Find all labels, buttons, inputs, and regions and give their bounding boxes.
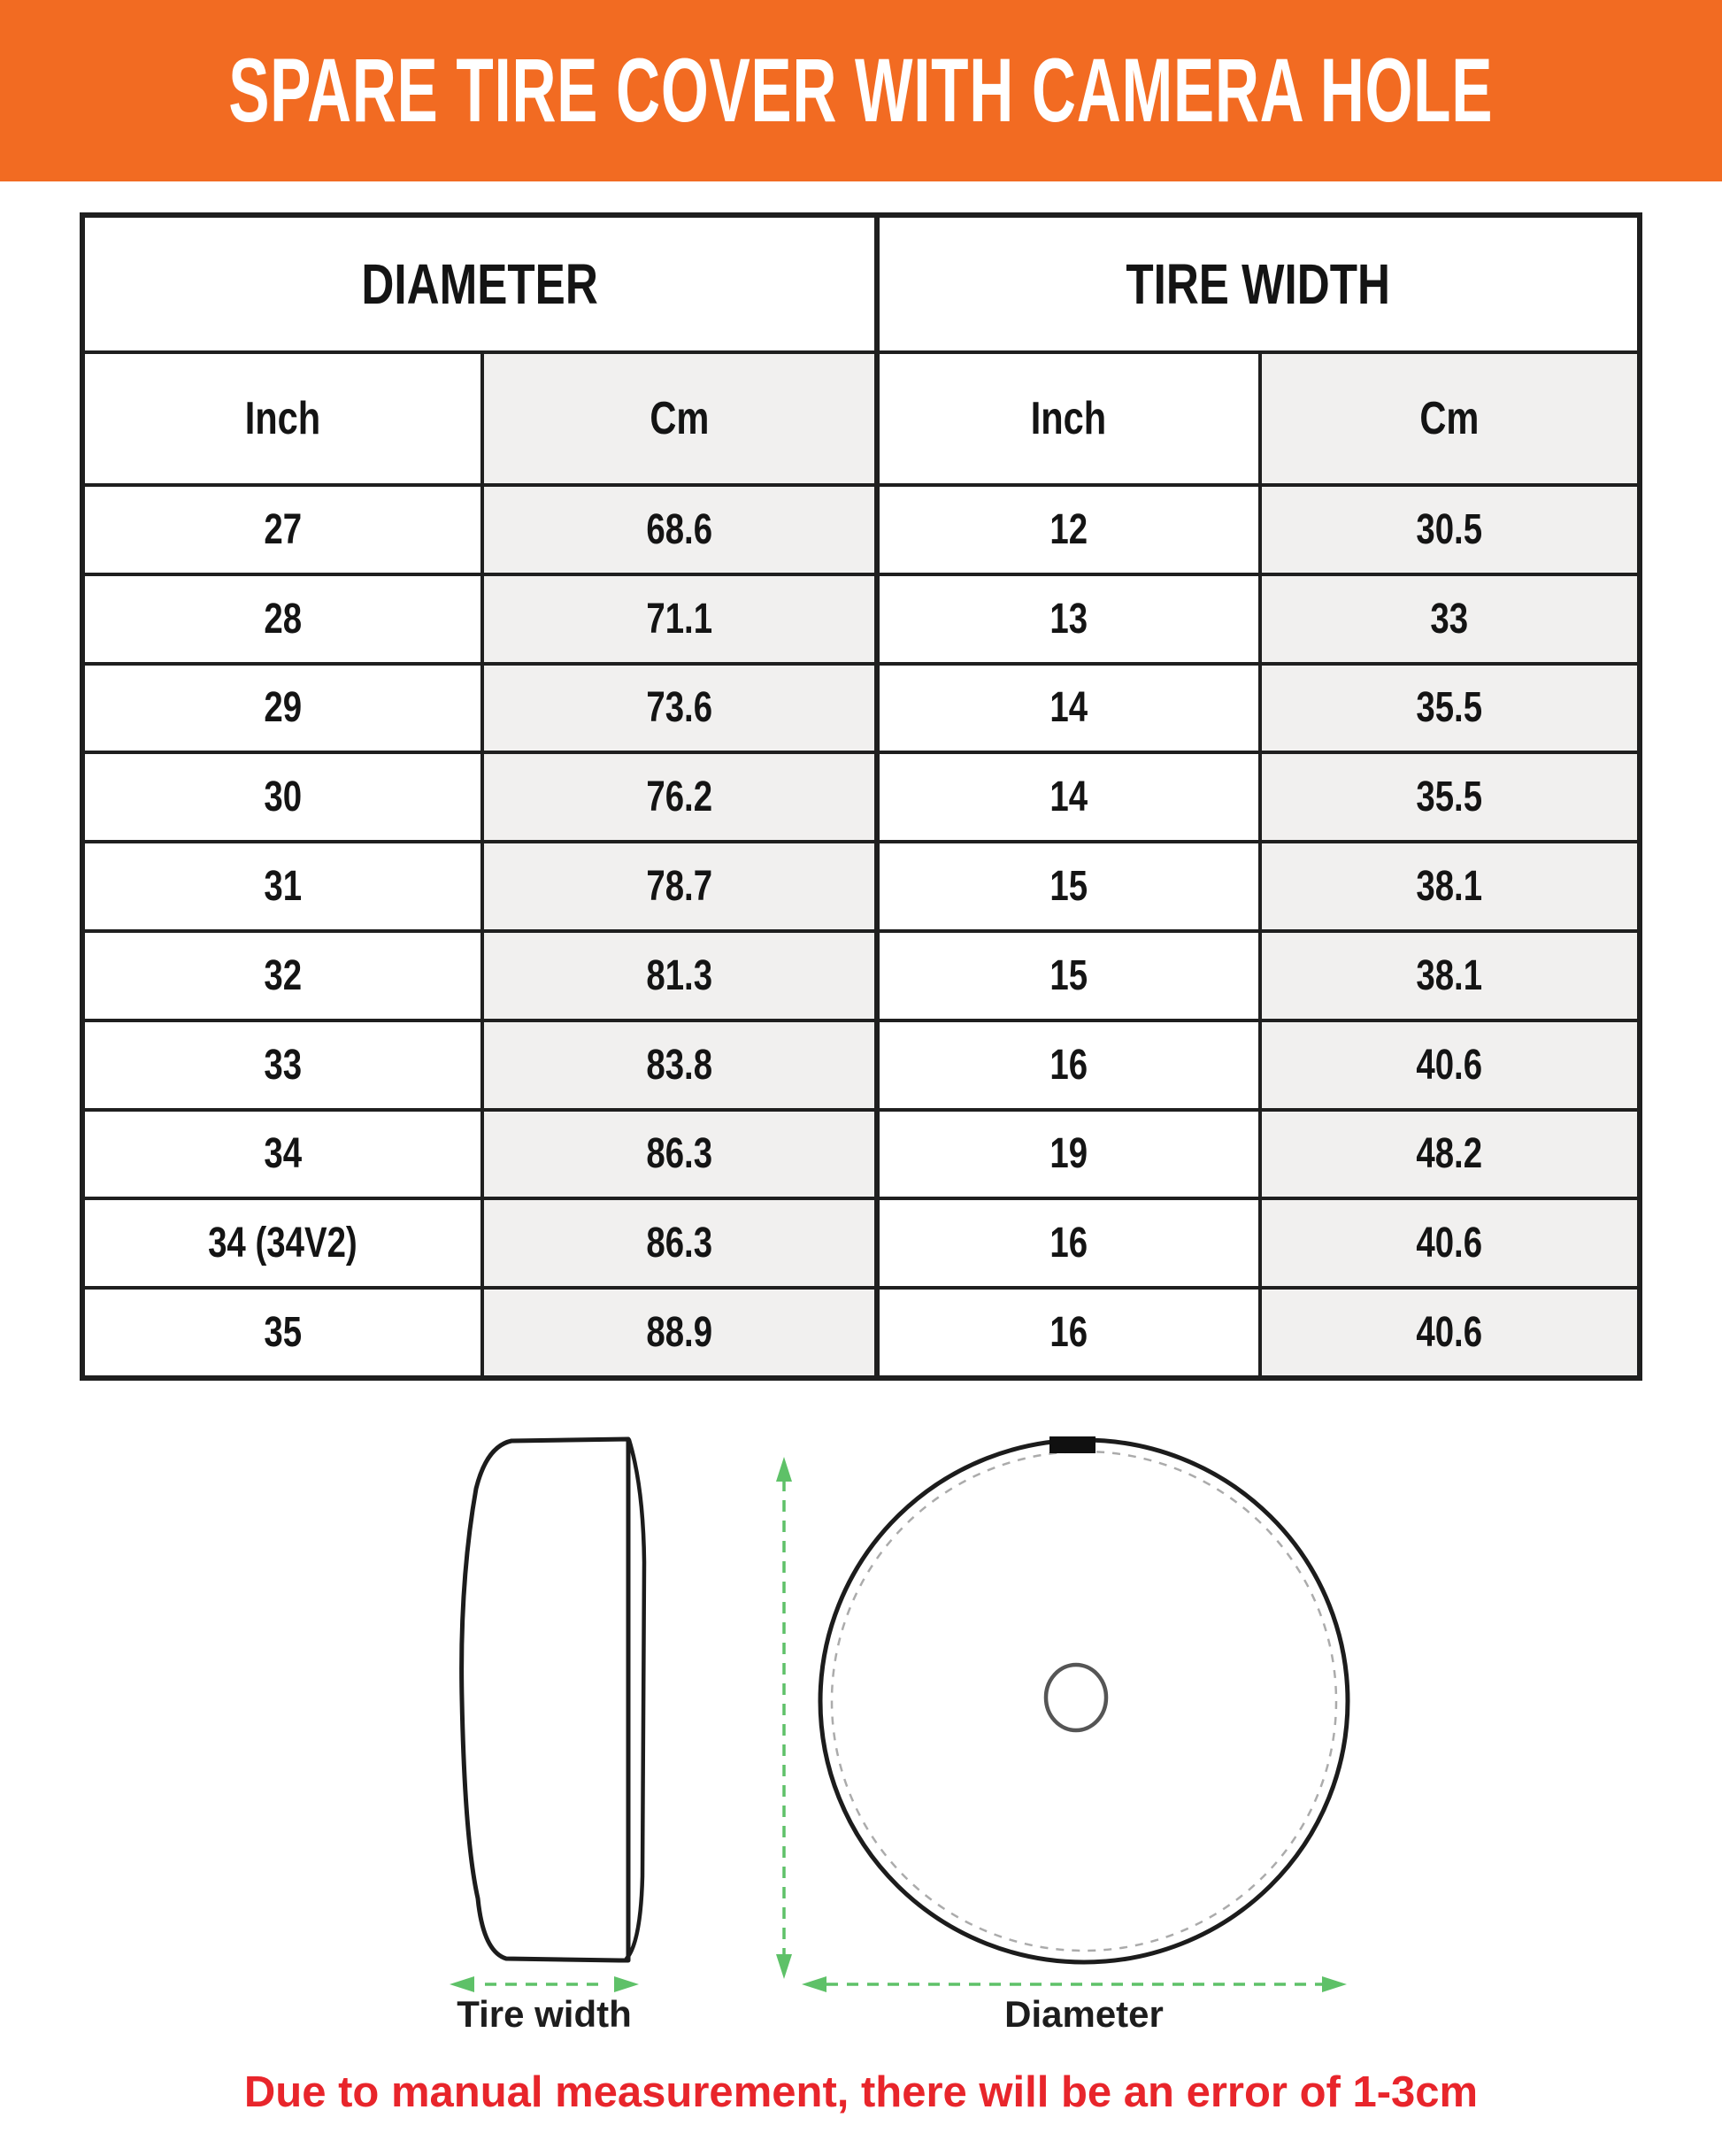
diameter-inch-cell: 27 xyxy=(82,485,482,574)
diameter-inch-cell: 34 (34V2) xyxy=(82,1198,482,1288)
diameter-inch-cell: 33 xyxy=(82,1020,482,1110)
tirewidth-inch-cell: 13 xyxy=(877,574,1260,664)
tirewidth-cm-cell: 33 xyxy=(1260,574,1640,664)
tirewidth-inch-header: Inch xyxy=(877,352,1260,485)
diagram-canvas xyxy=(0,1407,1722,2053)
table-row xyxy=(82,664,1640,753)
diameter-cm-cell: 68.6 xyxy=(482,485,876,574)
diameter-inch-cell: 30 xyxy=(82,752,482,842)
table-row xyxy=(82,1020,1640,1110)
diameter-inch-cell: 35 xyxy=(82,1288,482,1378)
size-table xyxy=(80,212,1642,1381)
diameter-cm-cell: 83.8 xyxy=(482,1020,876,1110)
table-row xyxy=(82,1198,1640,1288)
diameter-inch-cell: 29 xyxy=(82,664,482,753)
tirewidth-inch-cell: 16 xyxy=(877,1198,1260,1288)
tirewidth-cm-cell: 38.1 xyxy=(1260,842,1640,931)
diameter-inch-cell: 28 xyxy=(82,574,482,664)
table-row xyxy=(82,752,1640,842)
tire-width-arrow xyxy=(450,1976,639,1992)
diameter-cm-cell: 71.1 xyxy=(482,574,876,664)
tirewidth-inch-cell: 16 xyxy=(877,1288,1260,1378)
tirewidth-inch-cell: 14 xyxy=(877,664,1260,753)
diameter-cm-header: Cm xyxy=(482,352,876,485)
tirewidth-inch-cell: 14 xyxy=(877,752,1260,842)
tirewidth-cm-cell: 48.2 xyxy=(1260,1110,1640,1199)
diameter-label: Diameter xyxy=(1004,1993,1164,2035)
tirewidth-cm-cell: 35.5 xyxy=(1260,664,1640,753)
table-row xyxy=(82,1110,1640,1199)
table-row xyxy=(82,931,1640,1020)
table-row xyxy=(82,485,1640,574)
diameter-cm-cell: 86.3 xyxy=(482,1110,876,1199)
tire-side-outline xyxy=(462,1439,628,1960)
tirewidth-inch-cell: 12 xyxy=(877,485,1260,574)
tire-width-label: Tire width xyxy=(457,1993,632,2035)
sub-header-row xyxy=(82,352,1640,485)
page-title: SPARE TIRE COVER WITH CAMERA HOLE xyxy=(228,40,1494,141)
tirewidth-cm-cell: 35.5 xyxy=(1260,752,1640,842)
diameter-cm-cell: 73.6 xyxy=(482,664,876,753)
group-header-row xyxy=(82,215,1640,352)
top-marker xyxy=(1049,1436,1095,1453)
tirewidth-cm-cell: 38.1 xyxy=(1260,931,1640,1020)
tirewidth-inch-cell: 15 xyxy=(877,842,1260,931)
table-row xyxy=(82,842,1640,931)
diameter-inch-cell: 31 xyxy=(82,842,482,931)
tirewidth-cm-cell: 30.5 xyxy=(1260,485,1640,574)
banner xyxy=(0,0,1722,181)
size-diagram xyxy=(0,1407,1722,2053)
table-row xyxy=(82,574,1640,664)
tire-side-view xyxy=(462,1439,644,1960)
tire-front-view xyxy=(820,1436,1348,1962)
diameter-inch-cell: 34 xyxy=(82,1110,482,1199)
diameter-cm-cell: 76.2 xyxy=(482,752,876,842)
tire-width-group-header: TIRE WIDTH xyxy=(877,215,1640,352)
diameter-arrow xyxy=(802,1976,1347,1992)
table-row xyxy=(82,1288,1640,1378)
diameter-inch-cell: 32 xyxy=(82,931,482,1020)
diameter-cm-cell: 86.3 xyxy=(482,1198,876,1288)
tirewidth-cm-cell: 40.6 xyxy=(1260,1288,1640,1378)
height-arrow xyxy=(776,1457,792,1979)
tirewidth-inch-cell: 19 xyxy=(877,1110,1260,1199)
tirewidth-cm-cell: 40.6 xyxy=(1260,1020,1640,1110)
diameter-cm-cell: 88.9 xyxy=(482,1288,876,1378)
diameter-cm-cell: 81.3 xyxy=(482,931,876,1020)
table-body xyxy=(82,485,1640,1378)
tirewidth-inch-cell: 15 xyxy=(877,931,1260,1020)
diameter-cm-cell: 78.7 xyxy=(482,842,876,931)
measurement-note: Due to manual measurement, there will be an error of 1-3cm xyxy=(243,2068,1479,2116)
tirewidth-cm-cell: 40.6 xyxy=(1260,1198,1640,1288)
diameter-inch-header: Inch xyxy=(82,352,482,485)
camera-hole xyxy=(1046,1665,1106,1730)
tirewidth-inch-cell: 16 xyxy=(877,1020,1260,1110)
diameter-group-header: DIAMETER xyxy=(82,215,877,352)
tirewidth-cm-header: Cm xyxy=(1260,352,1640,485)
